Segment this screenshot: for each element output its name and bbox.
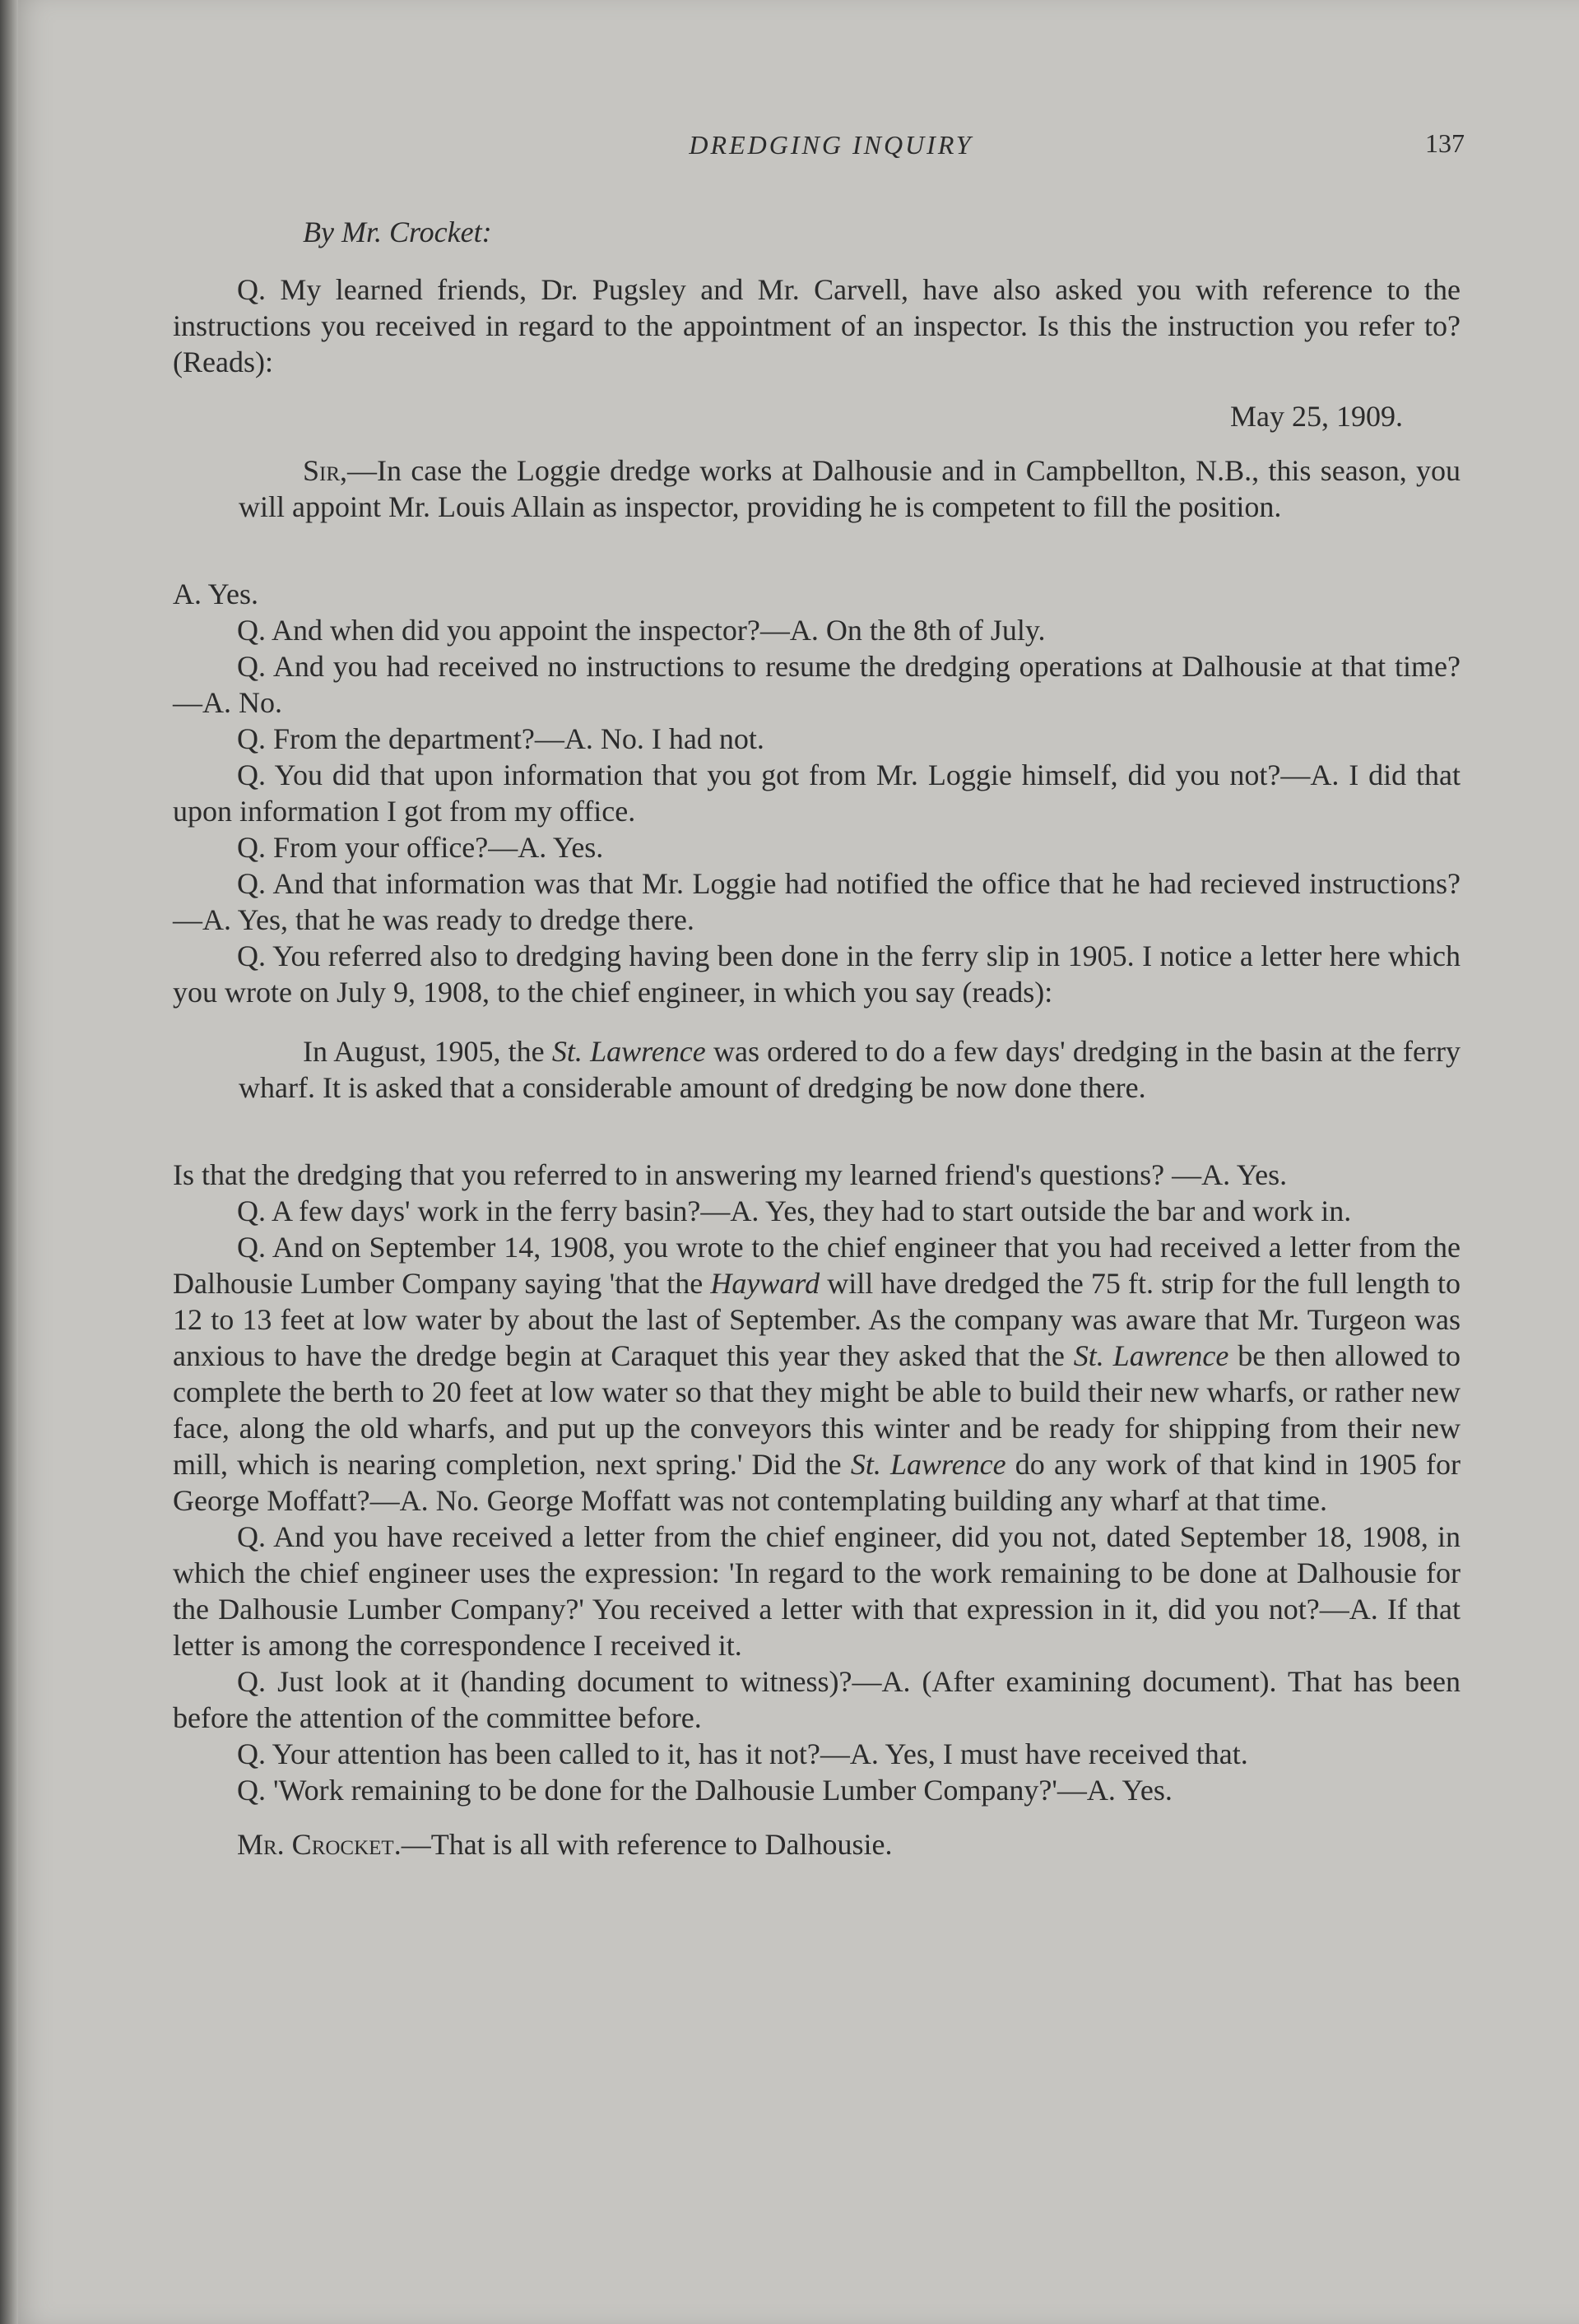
ship-name: Hayward bbox=[710, 1267, 820, 1300]
page-number: 137 bbox=[1425, 128, 1465, 158]
question-paragraph: Q. A few days' work in the ferry basin?—A. Yes, they had to start outside the bar and work in. bbox=[237, 1194, 1352, 1227]
question-paragraph: Is that the dredging that you referred to in answering my learned friend's questions? —A. Yes. bbox=[173, 1158, 1288, 1191]
question-paragraph: Q. 'Work remaining to be done for the Dalhousie Lumber Company?'—A. Yes. bbox=[237, 1774, 1173, 1807]
quoted-letter: In August, 1905, the St. Lawrence was ordered to do a few days' dredging in the basin at the ferry wharf. It is asked that a considerable amount of dredging be now done there. bbox=[239, 1035, 1461, 1104]
page-header bbox=[165, 130, 1465, 171]
question-paragraph: Q. Your attention has been called to it, has it not?—A. Yes, I must have received that. bbox=[237, 1737, 1248, 1770]
letter-date: May 25, 1909. bbox=[1230, 400, 1403, 433]
question-paragraph: Q. From your office?—A. Yes. bbox=[237, 831, 604, 864]
question-paragraph: Q. And on September 14, 1908, you wrote to the chief engineer that you had received a letter from the Dalhousie Lumber Company saying 'that the Hayward will have dredged the 75 ft. strip for the full length to 12 to 13 feet at low water by about the last of September. As the company was aware that Mr. Turgeon was anxious to have the dredge begin at Caraquet this year they asked that the St. Lawrence be then allowed to complete the berth to 20 feet at low water so that they might be able to build their new wharfs, or rather new face, along the old wharfs, and put up the conveyors this winter and be ready for shipping from their new mill, which is nearing completion, next spring.' Did the St. Lawrence do any work of that kind in 1905 for George Moffatt?—A. No. George Moffatt was not contemplating building any wharf at that time. bbox=[173, 1231, 1461, 1517]
question-paragraph: Q. You did that upon information that you got from Mr. Loggie himself, did you not?—A. I did that upon information I got from my office. bbox=[173, 758, 1461, 828]
quoted-letter bbox=[239, 452, 1461, 525]
book-binding-edge bbox=[0, 0, 18, 2324]
question-paragraph: Q. And when did you appoint the inspector?—A. On the 8th of July. bbox=[237, 614, 1046, 647]
running-title: DREDGING INQUIRY bbox=[689, 130, 973, 160]
question-paragraph: Q. And you had received no instructions to resume the dredging operations at Dalhousie at that time?—A. No. bbox=[173, 650, 1461, 719]
question-paragraph: Q. From the department?—A. No. I had not. bbox=[237, 722, 764, 755]
letter-salutation: Sir, bbox=[303, 454, 348, 487]
question-paragraph: Q. Just look at it (handing document to witness)?—A. (After examining document). That has been before the attention of the committee before. bbox=[173, 1665, 1461, 1734]
ship-name: St. Lawrence bbox=[850, 1448, 1006, 1481]
ship-name: St. Lawrence bbox=[1073, 1339, 1229, 1372]
page-body bbox=[173, 214, 1461, 1862]
question-paragraph: Q. You referred also to dredging having been done in the ferry slip in 1905. I notice a letter here which you wrote on July 9, 1908, to the chief engineer, in which you say (reads): bbox=[173, 939, 1461, 1009]
question-paragraph: Q. And that information was that Mr. Loggie had notified the office that he had recieved instructions?—A. Yes, that he was ready to dredge there. bbox=[173, 867, 1461, 936]
letter-body: —In case the Loggie dredge works at Dalhousie and in Campbellton, N.B., this season, you will appoint Mr. Louis Allain as inspector, providing he is competent to fill the position. bbox=[239, 454, 1461, 523]
ship-name: St. Lawrence bbox=[551, 1035, 706, 1068]
speaker-name: Mr. Crocket. bbox=[237, 1828, 402, 1861]
examiner-line: By Mr. Crocket: bbox=[303, 216, 492, 248]
closing-statement: Mr. Crocket.—That is all with reference to Dalhousie. bbox=[237, 1828, 893, 1861]
question-paragraph: Q. And you have received a letter from the chief engineer, did you not, dated September 18, 1908, in which the chief engineer uses the expression: 'In regard to the work remaining to be done at Dalhousie for the Dalhousie Lumber Company?' You received a letter with that expression in it, did you not?—A. If that letter is among the correspondence I received it. bbox=[173, 1520, 1461, 1662]
question-paragraph: Q. My learned friends, Dr. Pugsley and Mr. Carvell, have also asked you with reference to the instructions you received in regard to the appointment of an inspector. Is this the instruction you refer to? (Reads): bbox=[173, 273, 1461, 378]
answer-paragraph: A. Yes. bbox=[173, 578, 259, 610]
